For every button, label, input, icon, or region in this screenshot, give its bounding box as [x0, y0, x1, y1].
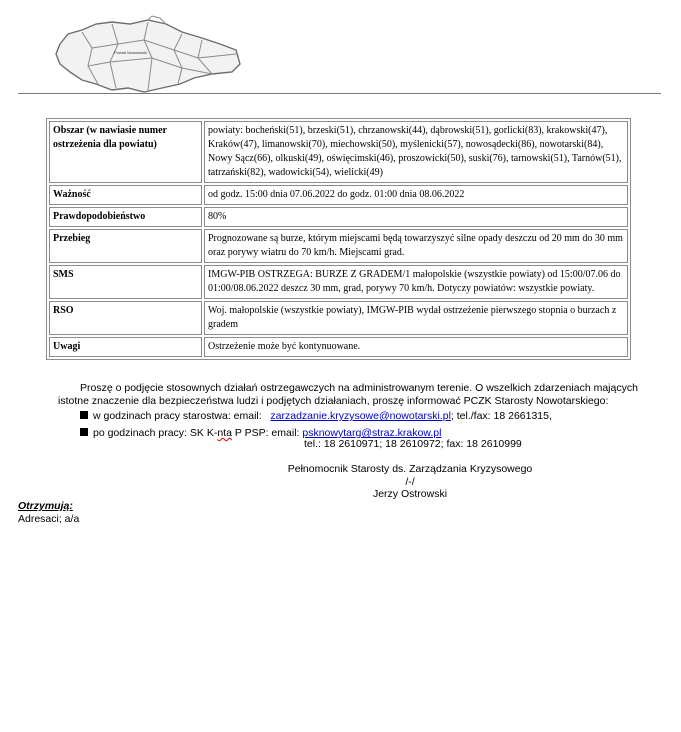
recipients-heading: Otrzymują:	[18, 500, 73, 512]
after-hours-phones: tel.: 18 2610971; 18 2610972; fax: 18 2610999	[304, 438, 522, 450]
row-value: Ostrzeżenie może być kontynuowane.	[204, 337, 628, 357]
table-row	[49, 265, 628, 299]
row-value: powiaty: bocheński(51), brzeski(51), chrzanowski(44), dąbrowski(51), gorlicki(83), krakowski(47), Kraków(47), limanowski(70), miechowski(50), myślenicki(57), nowosądecki(86), nowotarski(84), Nowy Sącz(66), olkuski(49), oświęcimski(46), proszowicki(50), suski(76), tarnowski(51), Tarnów(51), tatrzański(82), wadowicki(54), wielicki(49)	[204, 121, 628, 183]
table-row	[49, 337, 628, 357]
row-value: 80%	[204, 207, 628, 227]
spellcheck-word: nta	[217, 427, 232, 439]
row-value: od godz. 15:00 dnia 07.06.2022 do godz. 01:00 dnia 08.06.2022	[204, 185, 628, 205]
row-label: RSO	[49, 301, 202, 335]
row-label: Prawdopodobieństwo	[49, 207, 202, 227]
header-divider	[18, 93, 661, 94]
warning-table	[46, 118, 631, 360]
county-logo	[52, 14, 244, 94]
signature-name: Jerzy Ostrowski	[372, 488, 448, 500]
contact-work-hours	[80, 410, 552, 423]
intro-paragraph	[18, 382, 658, 408]
work-hours-email-link[interactable]: zarzadzanie.kryzysowe@nowotarski.pl	[270, 410, 451, 422]
intro-line-1: Proszę o podjęcie stosownych działań ostrzegawczych na administrowanym terenie. O wszelkich zdarzeniach mających	[80, 382, 638, 394]
table-row	[49, 185, 628, 205]
logo-caption: Powiat Nowotarski	[114, 50, 147, 55]
table-row	[49, 229, 628, 263]
intro-line-2: istotne znaczenie dla bezpieczeństwa ludzi i podjętych działaniach, proszę informować PCZK Starosty Nowotarskiego:	[58, 395, 609, 407]
recipients-value: Adresaci; a/a	[18, 513, 80, 525]
row-label: Przebieg	[49, 229, 202, 263]
signature-title: Pełnomocnik Starosty ds. Zarządzania Kryzysowego	[287, 463, 533, 475]
row-value: IMGW-PIB OSTRZEGA: BURZE Z GRADEM/1 małopolskie (wszystkie powiaty) od 15:00/07.06 do 01:00/08.06.2022 deszcz 30 mm, grad, porywy 70 km/h. Dotyczy powiatów: wszystkie powiaty.	[204, 265, 628, 299]
table-row	[49, 301, 628, 335]
after-hours-email-link[interactable]: psknowytarg@straz.krakow.pl	[302, 427, 442, 439]
signature-mark: /-/	[405, 476, 415, 488]
table-row	[49, 121, 628, 183]
work-hours-suffix: ; tel./fax: 18 2661315,	[450, 410, 552, 422]
bullet-square-icon	[80, 411, 88, 419]
after-hours-prefix-a: po godzinach pracy: SK K-	[93, 427, 218, 439]
row-label: Ważność	[49, 185, 202, 205]
row-label: Obszar (w nawiasie numer ostrzeżenia dla powiatu)	[49, 121, 202, 183]
after-hours-prefix-c: P PSP: email:	[231, 427, 300, 439]
row-label: Uwagi	[49, 337, 202, 357]
bullet-square-icon	[80, 428, 88, 436]
county-map-icon	[52, 14, 244, 94]
work-hours-prefix: w godzinach pracy starostwa: email:	[93, 410, 262, 422]
row-value: Prognozowane są burze, którym miejscami będą towarzyszyć silne opady deszczu od 20 mm do 30 mm oraz porywy wiatru do 70 km/h. Miejscami grad.	[204, 229, 628, 263]
row-label: SMS	[49, 265, 202, 299]
row-value: Woj. małopolskie (wszystkie powiaty), IMGW-PIB wydał ostrzeżenie pierwszego stopnia o burzach z gradem	[204, 301, 628, 335]
table-row	[49, 207, 628, 227]
